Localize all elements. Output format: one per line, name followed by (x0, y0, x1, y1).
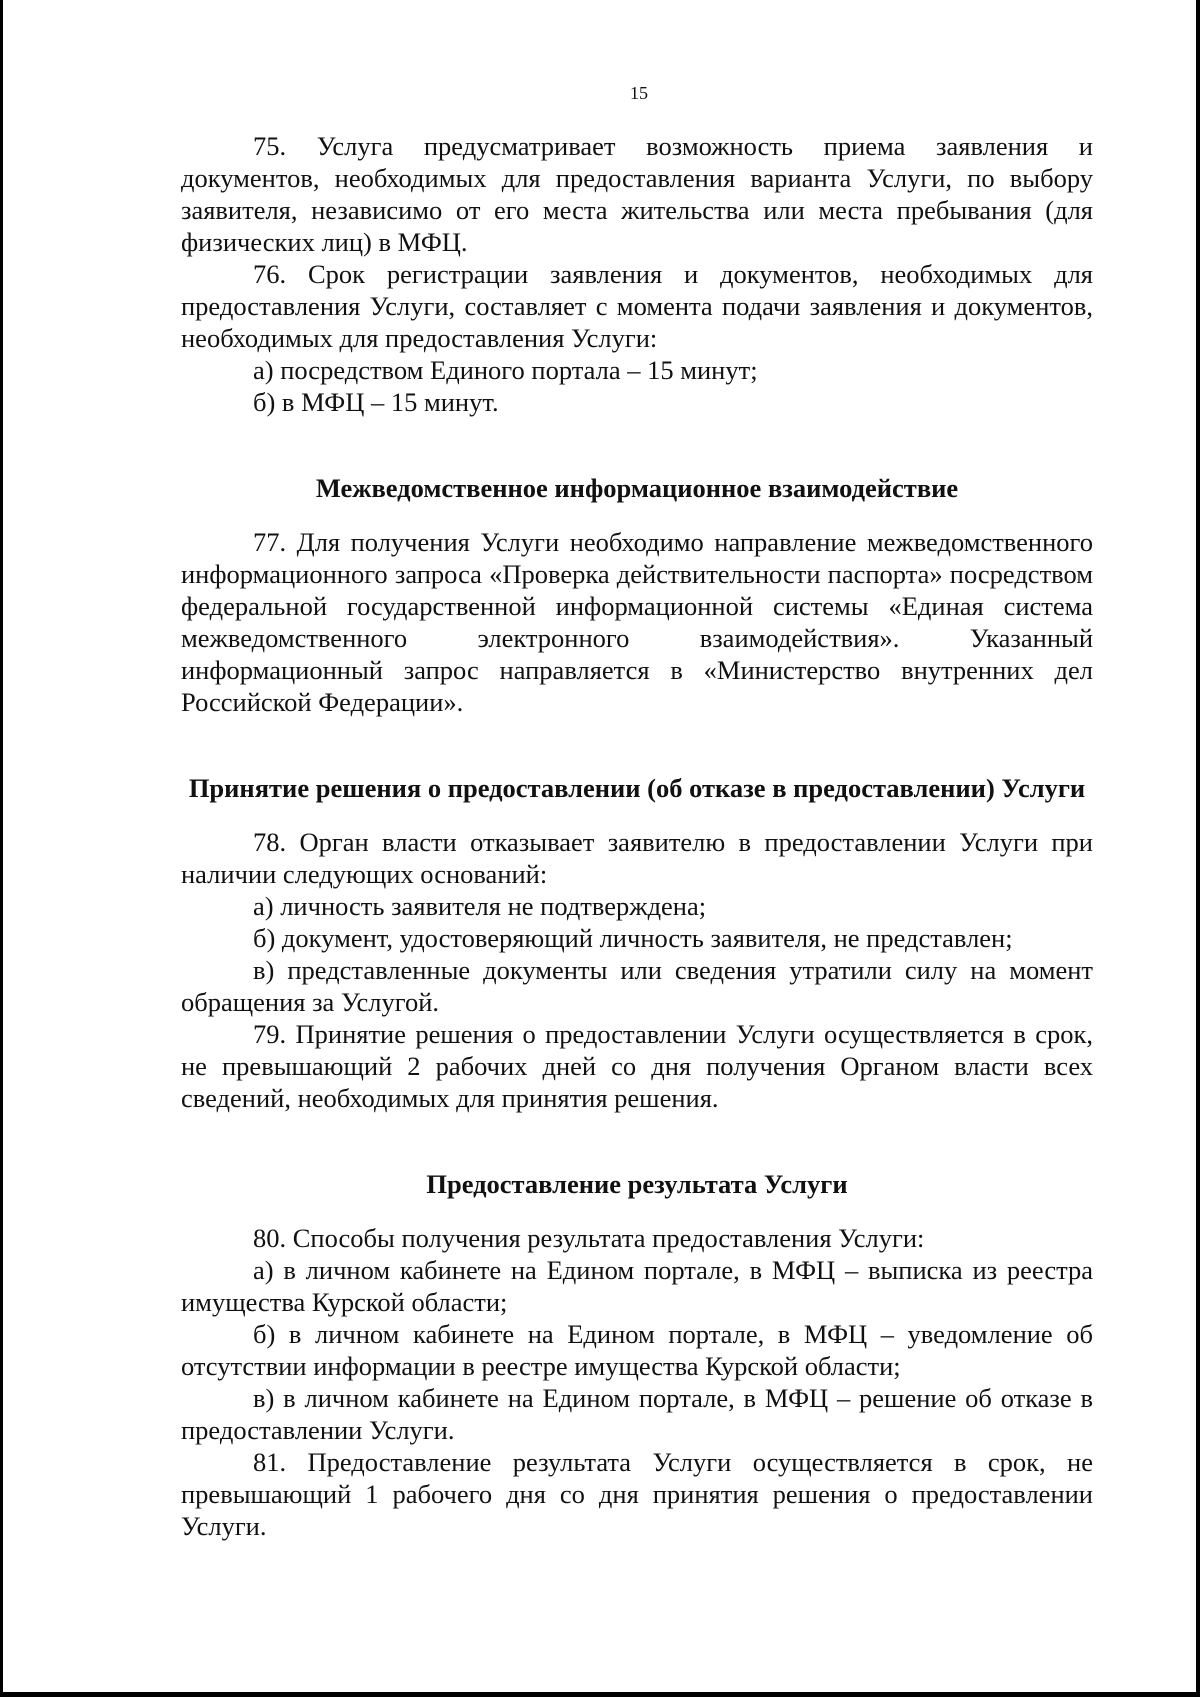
paragraph-76-a: а) посредством Единого портала – 15 минут; (253, 355, 758, 385)
paragraph-80: 80. Способы получения результата предоставления Услуги: (253, 1223, 925, 1253)
paragraph-78-b: б) документ, удостоверяющий личность заявителя, не представлен; (253, 923, 1013, 953)
paragraph-78: 78. Орган власти отказывает заявителю в предоставлении Услуги при наличии следующих оснований: (181, 827, 1093, 889)
section-heading-result: Предоставление результата Услуги (426, 1169, 848, 1199)
paragraph-80-a: а) в личном кабинете на Едином портале, в МФЦ – выписка из реестра имущества Курской области; (181, 1255, 1093, 1317)
paragraph-76-b: б) в МФЦ – 15 минут. (253, 387, 499, 417)
scan-border-left (0, 0, 3, 1697)
paragraph-78-c: в) представленные документы или сведения утратили силу на момент обращения за Услугой. (181, 955, 1093, 1017)
paragraph-75: 75. Услуга предусматривает возможность приема заявления и документов, необходимых для предоставления варианта Услуги, по выбору заявителя, независимо от его места жительства или места пребывания (для физических лиц) в МФЦ. (181, 131, 1093, 257)
paragraph-80-b: б) в личном кабинете на Едином портале, в МФЦ – уведомление об отсутствии информации в реестре имущества Курской области; (181, 1319, 1093, 1381)
paragraph-76: 76. Срок регистрации заявления и документов, необходимых для предоставления Услуги, составляет с момента подачи заявления и документов, необходимых для предоставления Услуги: (181, 259, 1093, 353)
paragraph-77: 77. Для получения Услуги необходимо направление межведомственного информационного запроса «Проверка действительности паспорта» посредством федеральной государственной информационной системы «Единая система межведомственного электронного взаимодействия». Указанный информационный запрос направляется в «Министерство внутренних дел Российской Федерации». (181, 527, 1093, 717)
scan-border-bottom (0, 1692, 1200, 1697)
section-heading-interagency: Межведомственное информационное взаимодействие (315, 473, 959, 503)
paragraph-78-a: а) личность заявителя не подтверждена; (253, 891, 707, 921)
paragraph-80-c: в) в личном кабинете на Едином портале, в МФЦ – решение об отказе в предоставлении Услуги. (181, 1383, 1093, 1445)
scan-border-right (1196, 0, 1200, 1697)
paragraph-81: 81. Предоставление результата Услуги осуществляется в срок, не превышающий 1 рабочего дня со дня принятия решения о предоставлении Услуги. (181, 1447, 1093, 1541)
paragraph-79: 79. Принятие решения о предоставлении Услуги осуществляется в срок, не превышающий 2 рабочих дней со дня получения Органом власти всех сведений, необходимых для принятия решения. (181, 1019, 1093, 1113)
document-body (181, 130, 1093, 1542)
section-heading-decision: Принятие решения о предоставлении (об отказе в предоставлении) Услуги (188, 773, 1086, 803)
page-number: 15 (630, 83, 648, 103)
